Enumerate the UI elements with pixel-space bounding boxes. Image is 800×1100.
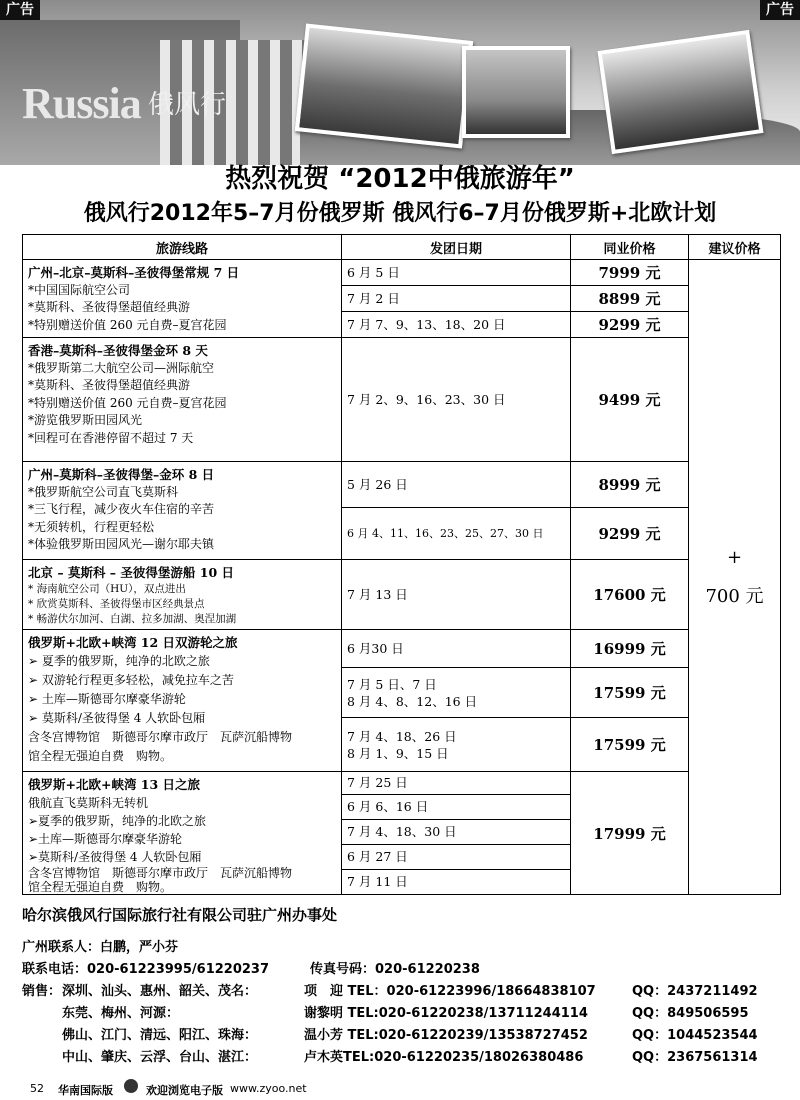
departure-date-line: 8 月 4、8、12、16 日 xyxy=(347,693,478,709)
route-line: ➢夏季的俄罗斯，纯净的北欧之旅 xyxy=(28,814,207,828)
headline: 热烈祝贺 “2012中俄旅游年” xyxy=(225,164,575,194)
trade-price: 8899 元 xyxy=(571,286,689,312)
departure-date: 7 月 13 日 xyxy=(342,560,571,630)
departure-date xyxy=(342,668,571,718)
suggested-price-cell xyxy=(689,260,781,895)
contact-people xyxy=(22,937,792,959)
trade-price: 17999 元 xyxy=(571,772,689,895)
table-row xyxy=(23,772,781,795)
trade-price: 17599 元 xyxy=(571,718,689,772)
table-row xyxy=(23,260,781,286)
departure-date: 7 月 25 日 xyxy=(342,772,571,795)
contact-footer xyxy=(22,904,792,1069)
website-link[interactable]: www.zyoo.net xyxy=(230,1082,307,1095)
sales-region: 东莞、梅州、河源： xyxy=(62,1006,180,1021)
cathedral-photo xyxy=(462,46,570,138)
route-line: * 海南航空公司（HU），双点进出 xyxy=(28,582,186,595)
route-title: 俄罗斯+北欧+峡湾 12 日双游轮之旅 xyxy=(28,635,238,650)
route-line: ➢ 夏季的俄罗斯，纯净的北欧之旅 xyxy=(28,653,210,668)
table-row xyxy=(23,338,781,462)
magazine-logo-icon xyxy=(124,1079,138,1093)
sales-contact: 卢木英TEL:020-61220235/18026380486 xyxy=(304,1050,584,1065)
sales-qq: QQ：2367561314 xyxy=(632,1050,758,1065)
departure-date: 6 月30 日 xyxy=(342,630,571,668)
route-line: ➢莫斯科/圣彼得堡 4 人软卧包厢 xyxy=(28,850,202,864)
header-suggested-price: 建议价格 xyxy=(689,235,781,260)
fax-number: 传真号码：020-61220238 xyxy=(310,962,480,977)
departure-date xyxy=(342,718,571,772)
ad-tag-left: 广告 xyxy=(0,0,40,20)
route-line: *无须转机，行程更轻松 xyxy=(28,519,155,534)
sales-region: 深圳、汕头、惠州、韶关、茂名： xyxy=(62,984,258,999)
departure-date-line: 7 月 5 日、7 日 xyxy=(347,676,437,692)
ebook-slogan: 欢迎浏览电子版 xyxy=(146,1084,223,1097)
trade-price: 17599 元 xyxy=(571,668,689,718)
header-trade-price: 同业价格 xyxy=(571,235,689,260)
departure-date: 6 月 5 日 xyxy=(342,260,571,286)
route-line: *体验俄罗斯田园风光—谢尔耶夫镇 xyxy=(28,537,215,551)
trade-price: 9299 元 xyxy=(571,312,689,338)
magazine-name: 华南国际版 xyxy=(58,1084,113,1097)
route-cell xyxy=(23,462,342,560)
departure-date: 7 月 2、9、16、23、30 日 xyxy=(342,338,571,462)
sales-region: 中山、肇庆、云浮、台山、湛江： xyxy=(62,1050,258,1065)
route-line: *莫斯科、圣彼得堡超值经典游 xyxy=(28,300,191,314)
suggested-price-plus: + xyxy=(726,546,743,568)
route-line: *莫斯科、圣彼得堡超值经典游 xyxy=(28,378,191,392)
contact-people-text: 广州联系人：白鹏，严小芬 xyxy=(22,940,179,955)
table-header-row xyxy=(23,235,781,260)
page-number: 52 xyxy=(30,1082,44,1095)
sales-row xyxy=(22,1003,792,1025)
trade-price: 17600 元 xyxy=(571,560,689,630)
subheadline: 俄风行2012年5–7月份俄罗斯 俄风行6–7月份俄罗斯+北欧计划 xyxy=(83,201,717,226)
route-line: ➢ 双游轮行程更多轻松，减免拉车之苦 xyxy=(28,672,234,687)
route-title: 北京 – 莫斯科 – 圣彼得堡游船 10 日 xyxy=(28,565,235,580)
route-line: *特别赠送价值 260 元自费–夏宫花园 xyxy=(28,317,227,332)
table-row xyxy=(23,560,781,630)
departure-date: 6 月 4、11、16、23、25、27、30 日 xyxy=(342,508,571,560)
departure-date: 6 月 6、16 日 xyxy=(342,794,571,819)
sales-contact: 项 迎 TEL：020-61223996/18664838107 xyxy=(304,984,596,999)
russia-logo-cn: 俄风行 xyxy=(148,90,227,120)
trade-price: 9299 元 xyxy=(571,508,689,560)
departure-date: 7 月 7、9、13、18、20 日 xyxy=(342,312,571,338)
departure-date: 5 月 26 日 xyxy=(342,462,571,508)
russia-logo-latin: Russia xyxy=(22,79,141,128)
route-line: ➢ 莫斯科/圣彼得堡 4 人软卧包厢 xyxy=(28,710,206,725)
departure-date: 7 月 4、18、30 日 xyxy=(342,819,571,844)
trade-price: 7999 元 xyxy=(571,260,689,286)
route-line: ➢土库—斯德哥尔摩豪华游轮 xyxy=(28,832,183,846)
route-cell xyxy=(23,630,342,772)
route-cell xyxy=(23,560,342,630)
departure-date-line: 7 月 4、18、26 日 xyxy=(347,728,457,744)
route-line: 馆全程无强迫自费 购物。 xyxy=(28,748,173,763)
route-line: *中国国际航空公司 xyxy=(28,282,131,297)
route-title: 俄罗斯+北欧+峡湾 13 日之旅 xyxy=(28,777,201,792)
sales-qq: QQ：1044523544 xyxy=(632,1028,758,1043)
sales-contact: 谢黎明 TEL:020-61220238/13711244114 xyxy=(304,1006,588,1021)
route-line: 含冬宫博物馆 斯德哥尔摩市政厅 瓦萨沉船博物 xyxy=(28,866,293,880)
page-footer xyxy=(0,1078,800,1100)
banner xyxy=(0,0,800,165)
route-title: 广州–莫斯科–圣彼得堡–金环 8 日 xyxy=(28,467,215,482)
sales-label: 销售： xyxy=(22,984,62,999)
route-line: *俄罗斯第二大航空公司—洲际航空 xyxy=(28,360,215,375)
ad-tag-right: 广告 xyxy=(760,0,800,20)
route-line: *游览俄罗斯田园风光 xyxy=(28,413,143,427)
table-row xyxy=(23,462,781,508)
header-route: 旅游线路 xyxy=(23,235,342,260)
departure-date: 7 月 2 日 xyxy=(342,286,571,312)
sales-row xyxy=(22,981,792,1003)
departure-date-line: 8 月 1、9、15 日 xyxy=(347,745,449,761)
route-line: *回程可在香港停留不超过 7 天 xyxy=(28,430,194,445)
route-line: * 畅游伏尔加河、白湖、拉多加湖、奥涅加湖 xyxy=(28,612,237,625)
phone-fax-row xyxy=(22,959,792,981)
route-line: ➢ 土库—斯德哥尔摩豪华游轮 xyxy=(28,691,186,706)
trade-price: 9499 元 xyxy=(571,338,689,462)
sales-contact: 温小芳 TEL:020-61220239/13538727452 xyxy=(304,1028,588,1043)
sales-row xyxy=(22,1047,792,1069)
departure-date: 6 月 27 日 xyxy=(342,844,571,869)
ship-photo xyxy=(295,24,473,149)
route-line: * 欣赏莫斯科、圣彼得堡市区经典景点 xyxy=(28,597,205,610)
sales-region: 佛山、江门、清远、阳江、珠海： xyxy=(62,1028,258,1043)
table-row xyxy=(23,630,781,668)
route-line: *特别赠送价值 260 元自费–夏宫花园 xyxy=(28,395,227,410)
suggested-price-amount: 700 元 xyxy=(705,585,764,607)
trade-price: 8999 元 xyxy=(571,462,689,508)
departure-date: 7 月 11 日 xyxy=(342,869,571,894)
sales-row xyxy=(22,1025,792,1047)
palace-photo xyxy=(598,30,764,154)
header-dates: 发团日期 xyxy=(342,235,571,260)
route-cell xyxy=(23,260,342,338)
route-line: 馆全程无强迫自费 购物。 xyxy=(28,880,173,894)
tour-table xyxy=(22,234,781,895)
route-line: *俄罗斯航空公司直飞莫斯科 xyxy=(28,484,179,499)
route-line: 俄航直飞莫斯科无转机 xyxy=(28,796,149,810)
route-cell xyxy=(23,338,342,462)
route-line: *三飞行程，减少夜火车住宿的辛苦 xyxy=(28,502,215,516)
sales-qq: QQ：2437211492 xyxy=(632,984,758,999)
phone-number: 联系电话：020-61223995/61220237 xyxy=(22,962,270,977)
route-cell xyxy=(23,772,342,895)
route-title: 香港–莫斯科–圣彼得堡金环 8 天 xyxy=(28,343,208,358)
route-title: 广州–北京–莫斯科–圣彼得堡常规 7 日 xyxy=(28,265,240,280)
route-line: 含冬宫博物馆 斯德哥尔摩市政厅 瓦萨沉船博物 xyxy=(28,729,293,744)
trade-price: 16999 元 xyxy=(571,630,689,668)
sales-qq: QQ：849506595 xyxy=(632,1006,749,1021)
organization-name: 哈尔滨俄风行国际旅行社有限公司驻广州办事处 xyxy=(22,906,338,924)
